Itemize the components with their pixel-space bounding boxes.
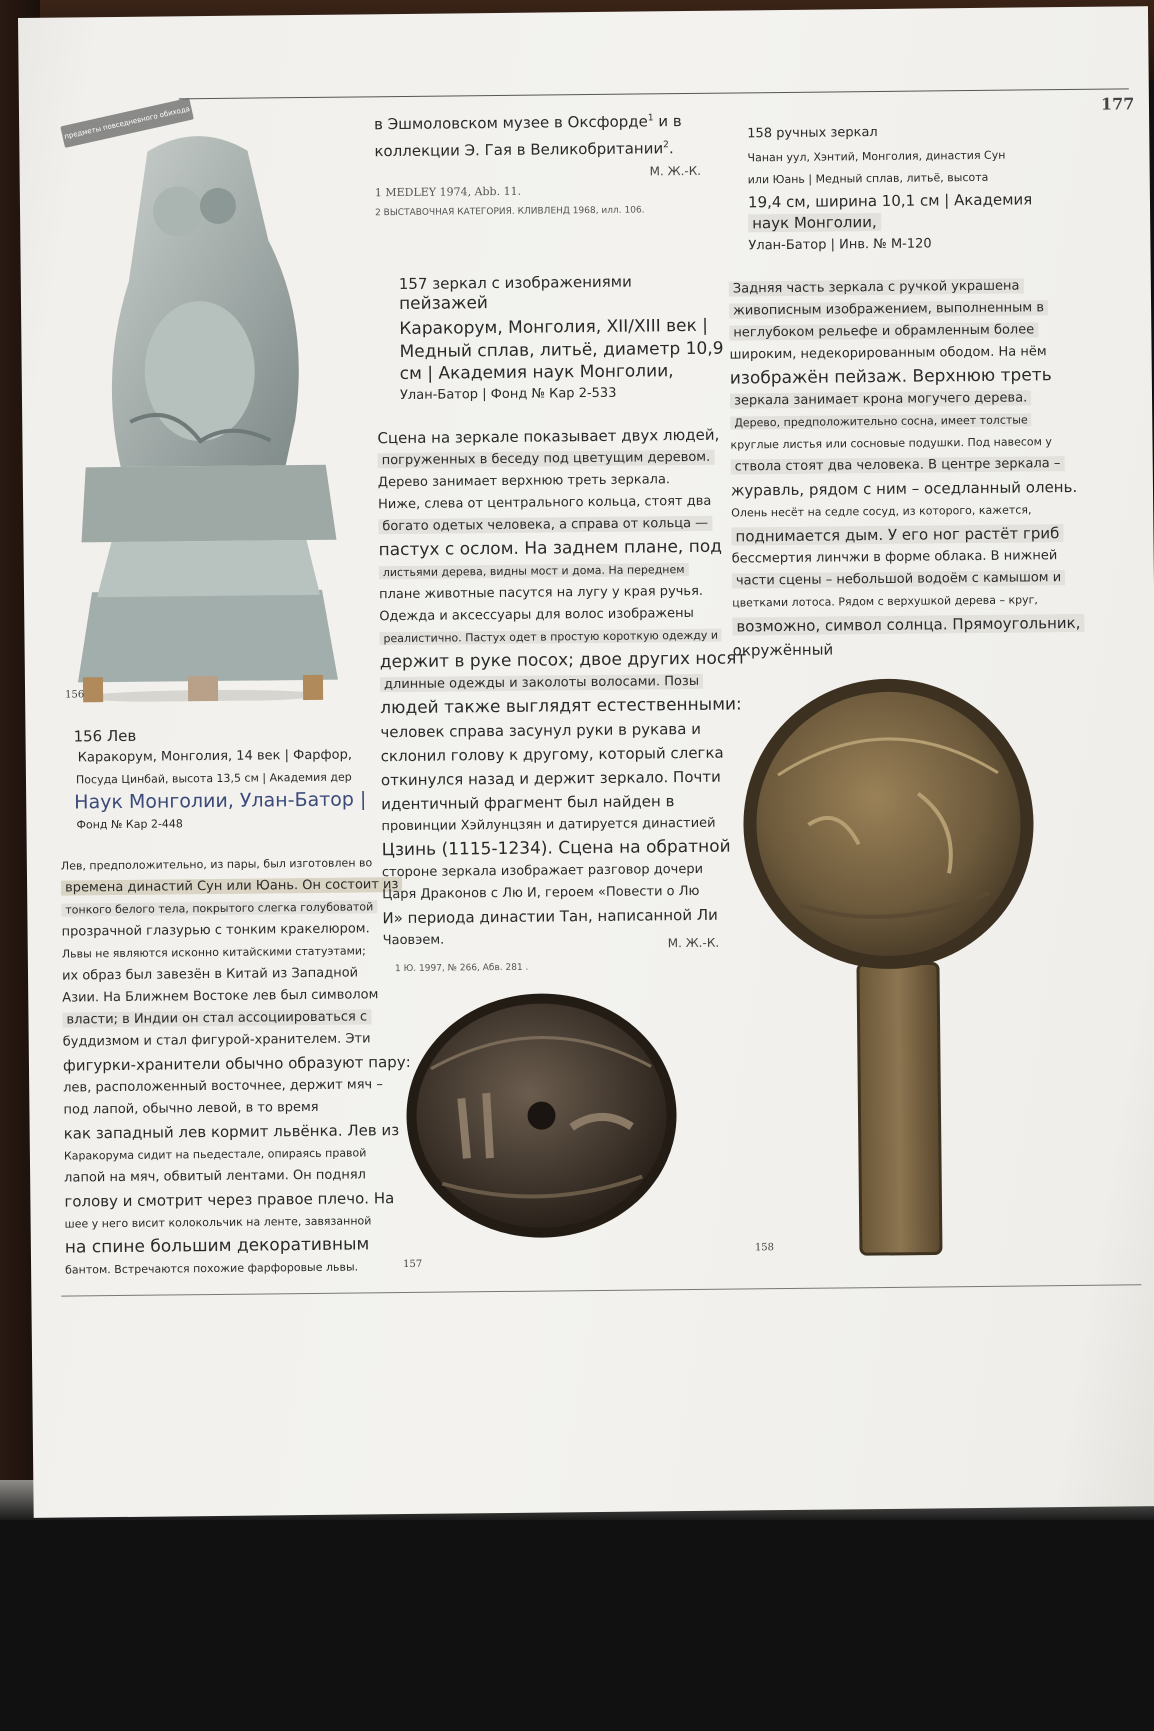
text-156-line: буддизмом и стал фигурой-хранителем. Эти — [62, 1031, 371, 1050]
caption-157-title: 157 зеркал с изображениями — [398, 272, 632, 294]
text-158-line: бессмертия линчжи в форме облака. В нижней — [731, 548, 1058, 567]
text-158-line: ствола стоят два человека. В центре зеркала – — [731, 456, 1065, 474]
text-157-line: пастух с ослом. На заднем плане, под — [378, 536, 723, 561]
caption-158-title: 158 ручных зеркал — [747, 125, 878, 142]
text-158-line: изображён пейзаж. Верхнюю треть — [729, 365, 1052, 389]
author-signature-1: М. Ж.-К. — [649, 163, 702, 179]
figure-number-157: 157 — [403, 1258, 423, 1271]
text-158-line: круглые листья или сосновые подушки. Под навесом у — [730, 435, 1052, 452]
text-156-line: под лапой, обычно левой, в то время — [63, 1099, 319, 1118]
text-157-line: погруженных в беседу под цветущим деревом. — [378, 450, 715, 469]
section-tag: предметы повседневного обихода — [60, 98, 194, 148]
text-156-line: на спине большим декоративным — [64, 1234, 370, 1258]
caption-158-line2: Чанан уул, Хэнтий, Монголия, династия Сун — [747, 148, 1006, 165]
top-rule — [179, 88, 1129, 99]
text-156-line: власти; в Индии он стал ассоциироваться с — [62, 1009, 371, 1027]
caption-157-line4: Медный сплав, литьё, диаметр 10,9 — [399, 338, 724, 363]
text-156-line: тонкого белого тела, покрытого слегка голубоватой — [61, 900, 377, 916]
caption-156-line4: Наук Монголии, Улан-Батор | — [74, 788, 367, 814]
text-158-line: зеркала занимает крона могучего дерева. — [730, 390, 1031, 408]
caption-156-line2: Каракорум, Монголия, 14 век | Фарфор, — [77, 747, 353, 766]
text-158-line: Олень несёт на седле сосуд, из которого, кажется, — [731, 503, 1032, 520]
text-156-line: лев, расположенный восточнее, держит мяч – — [63, 1077, 383, 1096]
text-156-line: времена династий Сун или Юань. Он состоит из — [61, 877, 402, 896]
text-157-line: откинулся назад и держит зеркало. Почти — [380, 767, 721, 790]
text-157-line: склонил голову к другому, который слегка — [380, 743, 724, 766]
text-157-line: Царя Драконов с Лю И, героем «Повести о Лю — [382, 883, 700, 903]
caption-157-line2: пейзажей — [398, 293, 489, 315]
text-156-line: Каракорума сидит на пьедестале, опираясь правой — [63, 1146, 367, 1163]
text-157-line: людей также выглядят естественными: — [380, 694, 742, 719]
figure-number-156: 156 — [65, 689, 85, 701]
footnote-1: 1 MEDLEY 1974, Abb. 11. — [374, 184, 522, 200]
text-157-line: стороне зеркала изображает разговор дочери — [381, 861, 704, 881]
text-156 — [60, 852, 411, 1281]
text-158-line: части сцены – небольшой водоём с камышом и — [732, 570, 1065, 588]
text-158-line: поднимается дым. У его ног растёт гриб — [731, 524, 1063, 545]
text-158-line: окружённый — [732, 640, 834, 660]
text-156-line: бантом. Встречаются похожие фарфоровые львы. — [65, 1260, 359, 1277]
text-157-line: держит в руке посох; двое других носят — [379, 648, 747, 673]
continued-text-line2: коллекции Э. Гая в Великобритании$^2$. — [374, 139, 674, 161]
text-158-line: возможно, символ солнца. Прямоугольник, — [732, 614, 1084, 636]
round-mirror-image — [400, 986, 683, 1249]
caption-158-line3: или Юань | Медный сплав, литьё, высота — [747, 170, 989, 187]
text-157-line: плане животные пасутся на лугу у края ручья. — [378, 583, 704, 603]
text-157-line: реалистично. Пастух одет в простую короткую одежду и — [379, 629, 722, 646]
text-157-line: богато одетых человека, а справа от кольца — — [378, 516, 712, 534]
text-158-line: цветками лотоса. Рядом с верхушкой дерева – круг, — [732, 593, 1038, 610]
text-156-line: шее у него висит колокольчик на ленте, завязанной — [64, 1214, 372, 1231]
caption-158-line6: Улан-Батор | Инв. № М-120 — [748, 236, 932, 254]
figure-number-158: 158 — [754, 1242, 775, 1254]
text-157 — [377, 423, 747, 953]
text-156-line: прозрачной глазурью с тонким кракелюром. — [61, 921, 370, 940]
text-158-line: Задняя часть зеркала с ручкой украшена — [729, 278, 1024, 296]
text-157-line: Дерево занимает верхнюю треть зеркала. — [377, 472, 671, 491]
text-156-line: лапой на мяч, обвитый лентами. Он поднял — [64, 1167, 366, 1186]
caption-156-line3: Посуда Цинбай, высота 13,5 см | Академия дер — [75, 770, 352, 787]
author-signature-2: М. Ж.-К. — [667, 935, 720, 951]
text-157-line: Цзинь (1115-1234). Сцена на обратной — [381, 836, 731, 861]
caption-157-line3: Каракорум, Монголия, XII/XIII век | — [399, 315, 709, 340]
text-156-line: фигурки-хранители обычно образуют пару: — [62, 1052, 411, 1075]
text-157-line: Сцена на зеркале показывает двух людей, — [377, 425, 720, 448]
text-157-line: длинные одежды и заколоты волосами. Позы — [380, 674, 703, 692]
footnote-2: 2 ВЫСТАВОЧНАЯ КАТЕГОРИЯ. КЛИВЛЕНД 1968, илл. 106. — [375, 205, 645, 219]
caption-156-title: 156 Лев — [73, 726, 137, 746]
text-157-line: Одежда и аксессуары для волос изображены — [379, 605, 694, 625]
text-156-line: голову и смотрит через правое плечо. На — [64, 1189, 395, 1211]
caption-157-line6: Улан-Батор | Фонд № Кар 2-533 — [399, 385, 617, 404]
text-157-line: провинции Хэйлунцзян и датируется династией — [381, 815, 716, 835]
text-158-line: неглубоком рельефе и обрамленным более — [729, 322, 1038, 340]
continued-text-line1: в Эшмоловском музее в Оксфорде$^1$ и в — [374, 112, 682, 134]
text-158-line: журавль, рядом с ним – оседланный олень. — [730, 477, 1078, 500]
text-157-line: идентичный фрагмент был найден в — [381, 792, 675, 814]
text-158-line: Дерево, предположительно сосна, имеет толстые — [730, 413, 1032, 429]
bottom-rule — [61, 1284, 1141, 1296]
text-156-line: Львы не являются исконно китайскими статуэтами; — [61, 944, 366, 961]
text-156-line: Лев, предположительно, из пары, был изготовлен во — [60, 856, 373, 873]
caption-158-line5: наук Монголии, — [748, 213, 881, 232]
text-156-line: их образ был завезён в Китай из Западной — [61, 965, 359, 984]
text-157-line: листьями дерева, видны мост и дома. На переднем — [379, 563, 689, 579]
text-158 — [729, 275, 1081, 663]
lion-figurine-image — [47, 120, 353, 703]
text-158-line: широким, недекорированным ободом. На нём — [729, 344, 1047, 363]
footnote-157: 1 Ю. 1997, № 266, Абв. 281 . — [394, 962, 529, 975]
page-number: 177 — [1100, 94, 1135, 114]
text-156-line: как западный лев кормит львёнка. Лев из — [63, 1121, 400, 1143]
text-157-line: И» периода династии Тан, написанной Ли — [382, 905, 718, 928]
hand-mirror-image — [737, 672, 1048, 1265]
text-158-line: живописным изображением, выполненным в — [729, 300, 1048, 318]
caption-158-line4: 19,4 см, ширина 10,1 см | Академия — [747, 190, 1033, 212]
caption-156-line5: Фонд № Кар 2-448 — [76, 817, 183, 832]
text-157-line: человек справа засунул руки в рукава и — [380, 719, 702, 742]
caption-157-line5: см | Академия наук Монголии, — [399, 361, 674, 385]
text-157-line: Чаовэем. — [382, 932, 445, 949]
text-157-line: Ниже, слева от центрального кольца, стоят два — [378, 493, 712, 513]
text-156-line: Азии. На Ближнем Востоке лев был символом — [62, 987, 379, 1006]
book-page — [18, 6, 1154, 1518]
